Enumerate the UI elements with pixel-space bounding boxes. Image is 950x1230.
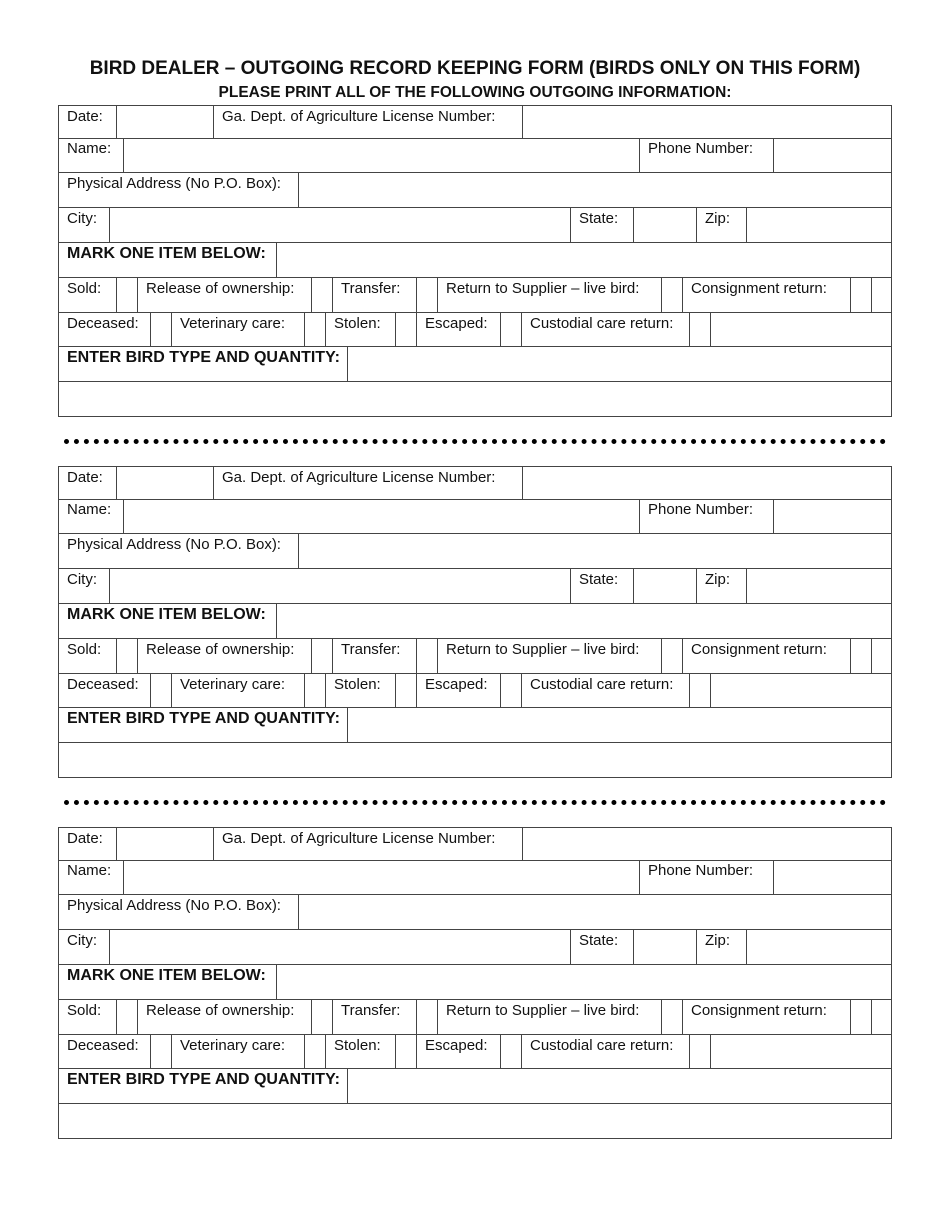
consignment-label-cell <box>683 1000 851 1034</box>
escaped-label: Escaped: <box>425 1037 488 1054</box>
bird-details-field[interactable] <box>59 382 891 416</box>
sold-label-cell <box>59 278 117 312</box>
stolen-checkbox[interactable] <box>396 313 417 346</box>
transfer-label: Transfer: <box>341 641 401 658</box>
state-label: State: <box>579 210 619 227</box>
release-checkbox[interactable] <box>312 278 333 312</box>
record-section-2 <box>58 466 892 778</box>
return-supplier-checkbox[interactable] <box>662 639 683 673</box>
row-end-blank <box>711 1035 891 1068</box>
bird-type-field[interactable] <box>348 708 891 742</box>
veterinary-label-cell <box>172 313 305 346</box>
license-label: Ga. Dept. of Agriculture License Number: <box>222 830 496 847</box>
name-field[interactable] <box>124 499 640 533</box>
deceased-label-cell <box>59 1035 151 1068</box>
row-date-license <box>58 466 892 500</box>
escaped-label: Escaped: <box>425 676 488 693</box>
veterinary-label-cell <box>172 674 305 707</box>
form-subtitle: PLEASE PRINT ALL OF THE FOLLOWING OUTGOING INFORMATION: <box>218 84 732 101</box>
phone-label-cell <box>640 499 774 533</box>
zip-label: Zip: <box>705 932 731 949</box>
escaped-label-cell <box>417 313 501 346</box>
stolen-label-cell <box>326 674 396 707</box>
row-city-state-zip <box>58 208 892 243</box>
zip-field[interactable] <box>747 208 891 242</box>
name-label-cell <box>59 138 124 172</box>
bird-details-field[interactable] <box>59 743 891 777</box>
address-label-cell <box>59 534 299 568</box>
consignment-checkbox[interactable] <box>851 639 872 673</box>
sold-checkbox[interactable] <box>117 639 138 673</box>
custodial-label: Custodial care return: <box>530 1037 674 1054</box>
zip-field[interactable] <box>747 930 891 964</box>
row-date-license <box>58 827 892 861</box>
custodial-label-cell <box>522 1035 690 1068</box>
consignment-label-cell <box>683 639 851 673</box>
bird-type-field[interactable] <box>348 347 891 381</box>
address-field[interactable] <box>299 173 891 207</box>
row-bird-type <box>58 1069 892 1104</box>
escaped-label-cell <box>417 674 501 707</box>
consignment-label: Consignment return: <box>691 641 827 658</box>
license-label: Ga. Dept. of Agriculture License Number: <box>222 469 496 486</box>
phone-label: Phone Number: <box>648 140 754 157</box>
sold-checkbox[interactable] <box>117 1000 138 1034</box>
bird-type-label-cell <box>59 708 348 742</box>
transfer-checkbox[interactable] <box>417 1000 438 1034</box>
name-label: Name: <box>67 501 112 518</box>
date-label-cell <box>59 467 117 499</box>
deceased-label: Deceased: <box>67 1037 139 1054</box>
row-bird-details <box>58 382 892 417</box>
state-label: State: <box>579 571 619 588</box>
custodial-label: Custodial care return: <box>530 676 674 693</box>
transfer-label: Transfer: <box>341 1002 401 1019</box>
transfer-label-cell <box>333 639 417 673</box>
release-label: Release of ownership: <box>146 641 295 658</box>
stolen-label: Stolen: <box>334 315 381 332</box>
release-label-cell <box>138 278 312 312</box>
transfer-label-cell <box>333 1000 417 1034</box>
row-disposition-1 <box>58 278 892 313</box>
row-end-blank <box>711 674 891 707</box>
date-field[interactable] <box>117 106 214 138</box>
address-field[interactable] <box>299 895 891 929</box>
city-field[interactable] <box>110 569 571 603</box>
bird-type-label-cell <box>59 347 348 381</box>
deceased-label-cell <box>59 674 151 707</box>
state-label-cell <box>571 569 634 603</box>
release-label-cell <box>138 639 312 673</box>
deceased-label: Deceased: <box>67 676 139 693</box>
state-label: State: <box>579 932 619 949</box>
city-label: City: <box>67 932 97 949</box>
veterinary-label: Veterinary care: <box>180 676 286 693</box>
phone-label-cell <box>640 138 774 172</box>
bird-details-field[interactable] <box>59 1104 891 1138</box>
escaped-checkbox[interactable] <box>501 313 522 346</box>
consignment-checkbox[interactable] <box>851 278 872 312</box>
row-bird-type <box>58 347 892 382</box>
row-end-blank <box>711 313 891 346</box>
row-address <box>58 895 892 930</box>
return-supplier-label-cell <box>438 278 662 312</box>
address-label-cell <box>59 173 299 207</box>
escaped-label: Escaped: <box>425 315 488 332</box>
city-label: City: <box>67 571 97 588</box>
row-address <box>58 534 892 569</box>
veterinary-checkbox[interactable] <box>305 313 326 346</box>
phone-label: Phone Number: <box>648 862 754 879</box>
custodial-label: Custodial care return: <box>530 315 674 332</box>
dotted-separator <box>64 439 886 444</box>
name-field[interactable] <box>124 860 640 894</box>
escaped-checkbox[interactable] <box>501 674 522 707</box>
veterinary-label: Veterinary care: <box>180 315 286 332</box>
mark-one-blank <box>277 243 891 277</box>
row-disposition-1 <box>58 1000 892 1035</box>
row-city-state-zip <box>58 569 892 604</box>
row-bird-details <box>58 743 892 778</box>
transfer-checkbox[interactable] <box>417 639 438 673</box>
veterinary-label: Veterinary care: <box>180 1037 286 1054</box>
phone-field[interactable] <box>774 499 891 533</box>
license-label: Ga. Dept. of Agriculture License Number: <box>222 108 496 125</box>
mark-one-label-cell <box>59 243 277 277</box>
phone-field[interactable] <box>774 860 891 894</box>
city-field[interactable] <box>110 930 571 964</box>
state-label-cell <box>571 930 634 964</box>
release-label: Release of ownership: <box>146 280 295 297</box>
date-label-cell <box>59 106 117 138</box>
veterinary-checkbox[interactable] <box>305 1035 326 1068</box>
row-date-license <box>58 105 892 139</box>
row-name-phone <box>58 499 892 534</box>
mark-one-blank <box>277 604 891 638</box>
license-label-cell <box>214 106 523 138</box>
release-checkbox[interactable] <box>312 639 333 673</box>
row-disposition-2 <box>58 1035 892 1069</box>
state-field[interactable] <box>634 208 697 242</box>
state-field[interactable] <box>634 569 697 603</box>
license-field[interactable] <box>523 467 891 499</box>
row-disposition-2 <box>58 313 892 347</box>
deceased-checkbox[interactable] <box>151 313 172 346</box>
transfer-checkbox[interactable] <box>417 278 438 312</box>
stolen-label: Stolen: <box>334 1037 381 1054</box>
row-bird-type <box>58 708 892 743</box>
phone-label-cell <box>640 860 774 894</box>
stolen-label-cell <box>326 313 396 346</box>
row-disposition-1 <box>58 639 892 674</box>
bird-type-heading: ENTER BIRD TYPE AND QUANTITY: <box>67 349 340 366</box>
row-end-blank <box>872 639 891 673</box>
row-mark-one <box>58 604 892 639</box>
mark-one-heading: MARK ONE ITEM BELOW: <box>67 967 266 984</box>
row-end-blank <box>872 1000 891 1034</box>
city-label-cell <box>59 208 110 242</box>
license-field[interactable] <box>523 106 891 138</box>
address-label: Physical Address (No P.O. Box): <box>67 175 281 192</box>
record-section-1 <box>58 105 892 417</box>
zip-label-cell <box>697 930 747 964</box>
license-field[interactable] <box>523 828 891 860</box>
release-label-cell <box>138 1000 312 1034</box>
mark-one-label-cell <box>59 604 277 638</box>
stolen-checkbox[interactable] <box>396 1035 417 1068</box>
mark-one-label-cell <box>59 965 277 999</box>
address-field[interactable] <box>299 534 891 568</box>
name-label-cell <box>59 860 124 894</box>
stolen-checkbox[interactable] <box>396 674 417 707</box>
bird-type-heading: ENTER BIRD TYPE AND QUANTITY: <box>67 710 340 727</box>
row-city-state-zip <box>58 930 892 965</box>
record-section-3 <box>58 827 892 1139</box>
city-label-cell <box>59 569 110 603</box>
return-supplier-label: Return to Supplier – live bird: <box>446 641 640 658</box>
veterinary-checkbox[interactable] <box>305 674 326 707</box>
deceased-label: Deceased: <box>67 315 139 332</box>
form-title: BIRD DEALER – OUTGOING RECORD KEEPING FORM (BIRDS ONLY ON THIS FORM) <box>89 58 861 79</box>
return-supplier-label: Return to Supplier – live bird: <box>446 280 640 297</box>
sold-label: Sold: <box>67 1002 102 1019</box>
date-label: Date: <box>67 469 103 486</box>
custodial-checkbox[interactable] <box>690 1035 711 1068</box>
name-label: Name: <box>67 862 112 879</box>
city-label-cell <box>59 930 110 964</box>
stolen-label: Stolen: <box>334 676 381 693</box>
license-label-cell <box>214 467 523 499</box>
escaped-label-cell <box>417 1035 501 1068</box>
return-supplier-checkbox[interactable] <box>662 278 683 312</box>
sold-label-cell <box>59 639 117 673</box>
address-label: Physical Address (No P.O. Box): <box>67 897 281 914</box>
custodial-label-cell <box>522 674 690 707</box>
bird-type-heading: ENTER BIRD TYPE AND QUANTITY: <box>67 1071 340 1088</box>
zip-label: Zip: <box>705 571 731 588</box>
consignment-label-cell <box>683 278 851 312</box>
address-label-cell <box>59 895 299 929</box>
sold-label: Sold: <box>67 641 102 658</box>
mark-one-blank <box>277 965 891 999</box>
address-label: Physical Address (No P.O. Box): <box>67 536 281 553</box>
phone-label: Phone Number: <box>648 501 754 518</box>
sold-label: Sold: <box>67 280 102 297</box>
consignment-checkbox[interactable] <box>851 1000 872 1034</box>
mark-one-heading: MARK ONE ITEM BELOW: <box>67 245 266 262</box>
zip-label-cell <box>697 569 747 603</box>
return-supplier-label-cell <box>438 639 662 673</box>
bird-type-field[interactable] <box>348 1069 891 1103</box>
mark-one-heading: MARK ONE ITEM BELOW: <box>67 606 266 623</box>
escaped-checkbox[interactable] <box>501 1035 522 1068</box>
consignment-label: Consignment return: <box>691 280 827 297</box>
deceased-checkbox[interactable] <box>151 674 172 707</box>
custodial-checkbox[interactable] <box>690 674 711 707</box>
bird-type-label-cell <box>59 1069 348 1103</box>
transfer-label: Transfer: <box>341 280 401 297</box>
zip-label-cell <box>697 208 747 242</box>
date-field[interactable] <box>117 467 214 499</box>
dotted-separator <box>64 800 886 805</box>
transfer-label-cell <box>333 278 417 312</box>
state-label-cell <box>571 208 634 242</box>
release-checkbox[interactable] <box>312 1000 333 1034</box>
date-field[interactable] <box>117 828 214 860</box>
return-supplier-label-cell <box>438 1000 662 1034</box>
row-mark-one <box>58 965 892 1000</box>
sold-label-cell <box>59 1000 117 1034</box>
city-field[interactable] <box>110 208 571 242</box>
name-label: Name: <box>67 140 112 157</box>
city-label: City: <box>67 210 97 227</box>
row-mark-one <box>58 243 892 278</box>
deceased-checkbox[interactable] <box>151 1035 172 1068</box>
veterinary-label-cell <box>172 1035 305 1068</box>
date-label: Date: <box>67 830 103 847</box>
stolen-label-cell <box>326 1035 396 1068</box>
license-label-cell <box>214 828 523 860</box>
row-address <box>58 173 892 208</box>
row-end-blank <box>872 278 891 312</box>
sold-checkbox[interactable] <box>117 278 138 312</box>
state-field[interactable] <box>634 930 697 964</box>
name-label-cell <box>59 499 124 533</box>
zip-field[interactable] <box>747 569 891 603</box>
name-field[interactable] <box>124 138 640 172</box>
row-name-phone <box>58 860 892 895</box>
custodial-label-cell <box>522 313 690 346</box>
row-disposition-2 <box>58 674 892 708</box>
row-bird-details <box>58 1104 892 1139</box>
row-name-phone <box>58 138 892 173</box>
date-label-cell <box>59 828 117 860</box>
consignment-label: Consignment return: <box>691 1002 827 1019</box>
custodial-checkbox[interactable] <box>690 313 711 346</box>
return-supplier-checkbox[interactable] <box>662 1000 683 1034</box>
phone-field[interactable] <box>774 138 891 172</box>
zip-label: Zip: <box>705 210 731 227</box>
date-label: Date: <box>67 108 103 125</box>
deceased-label-cell <box>59 313 151 346</box>
return-supplier-label: Return to Supplier – live bird: <box>446 1002 640 1019</box>
release-label: Release of ownership: <box>146 1002 295 1019</box>
